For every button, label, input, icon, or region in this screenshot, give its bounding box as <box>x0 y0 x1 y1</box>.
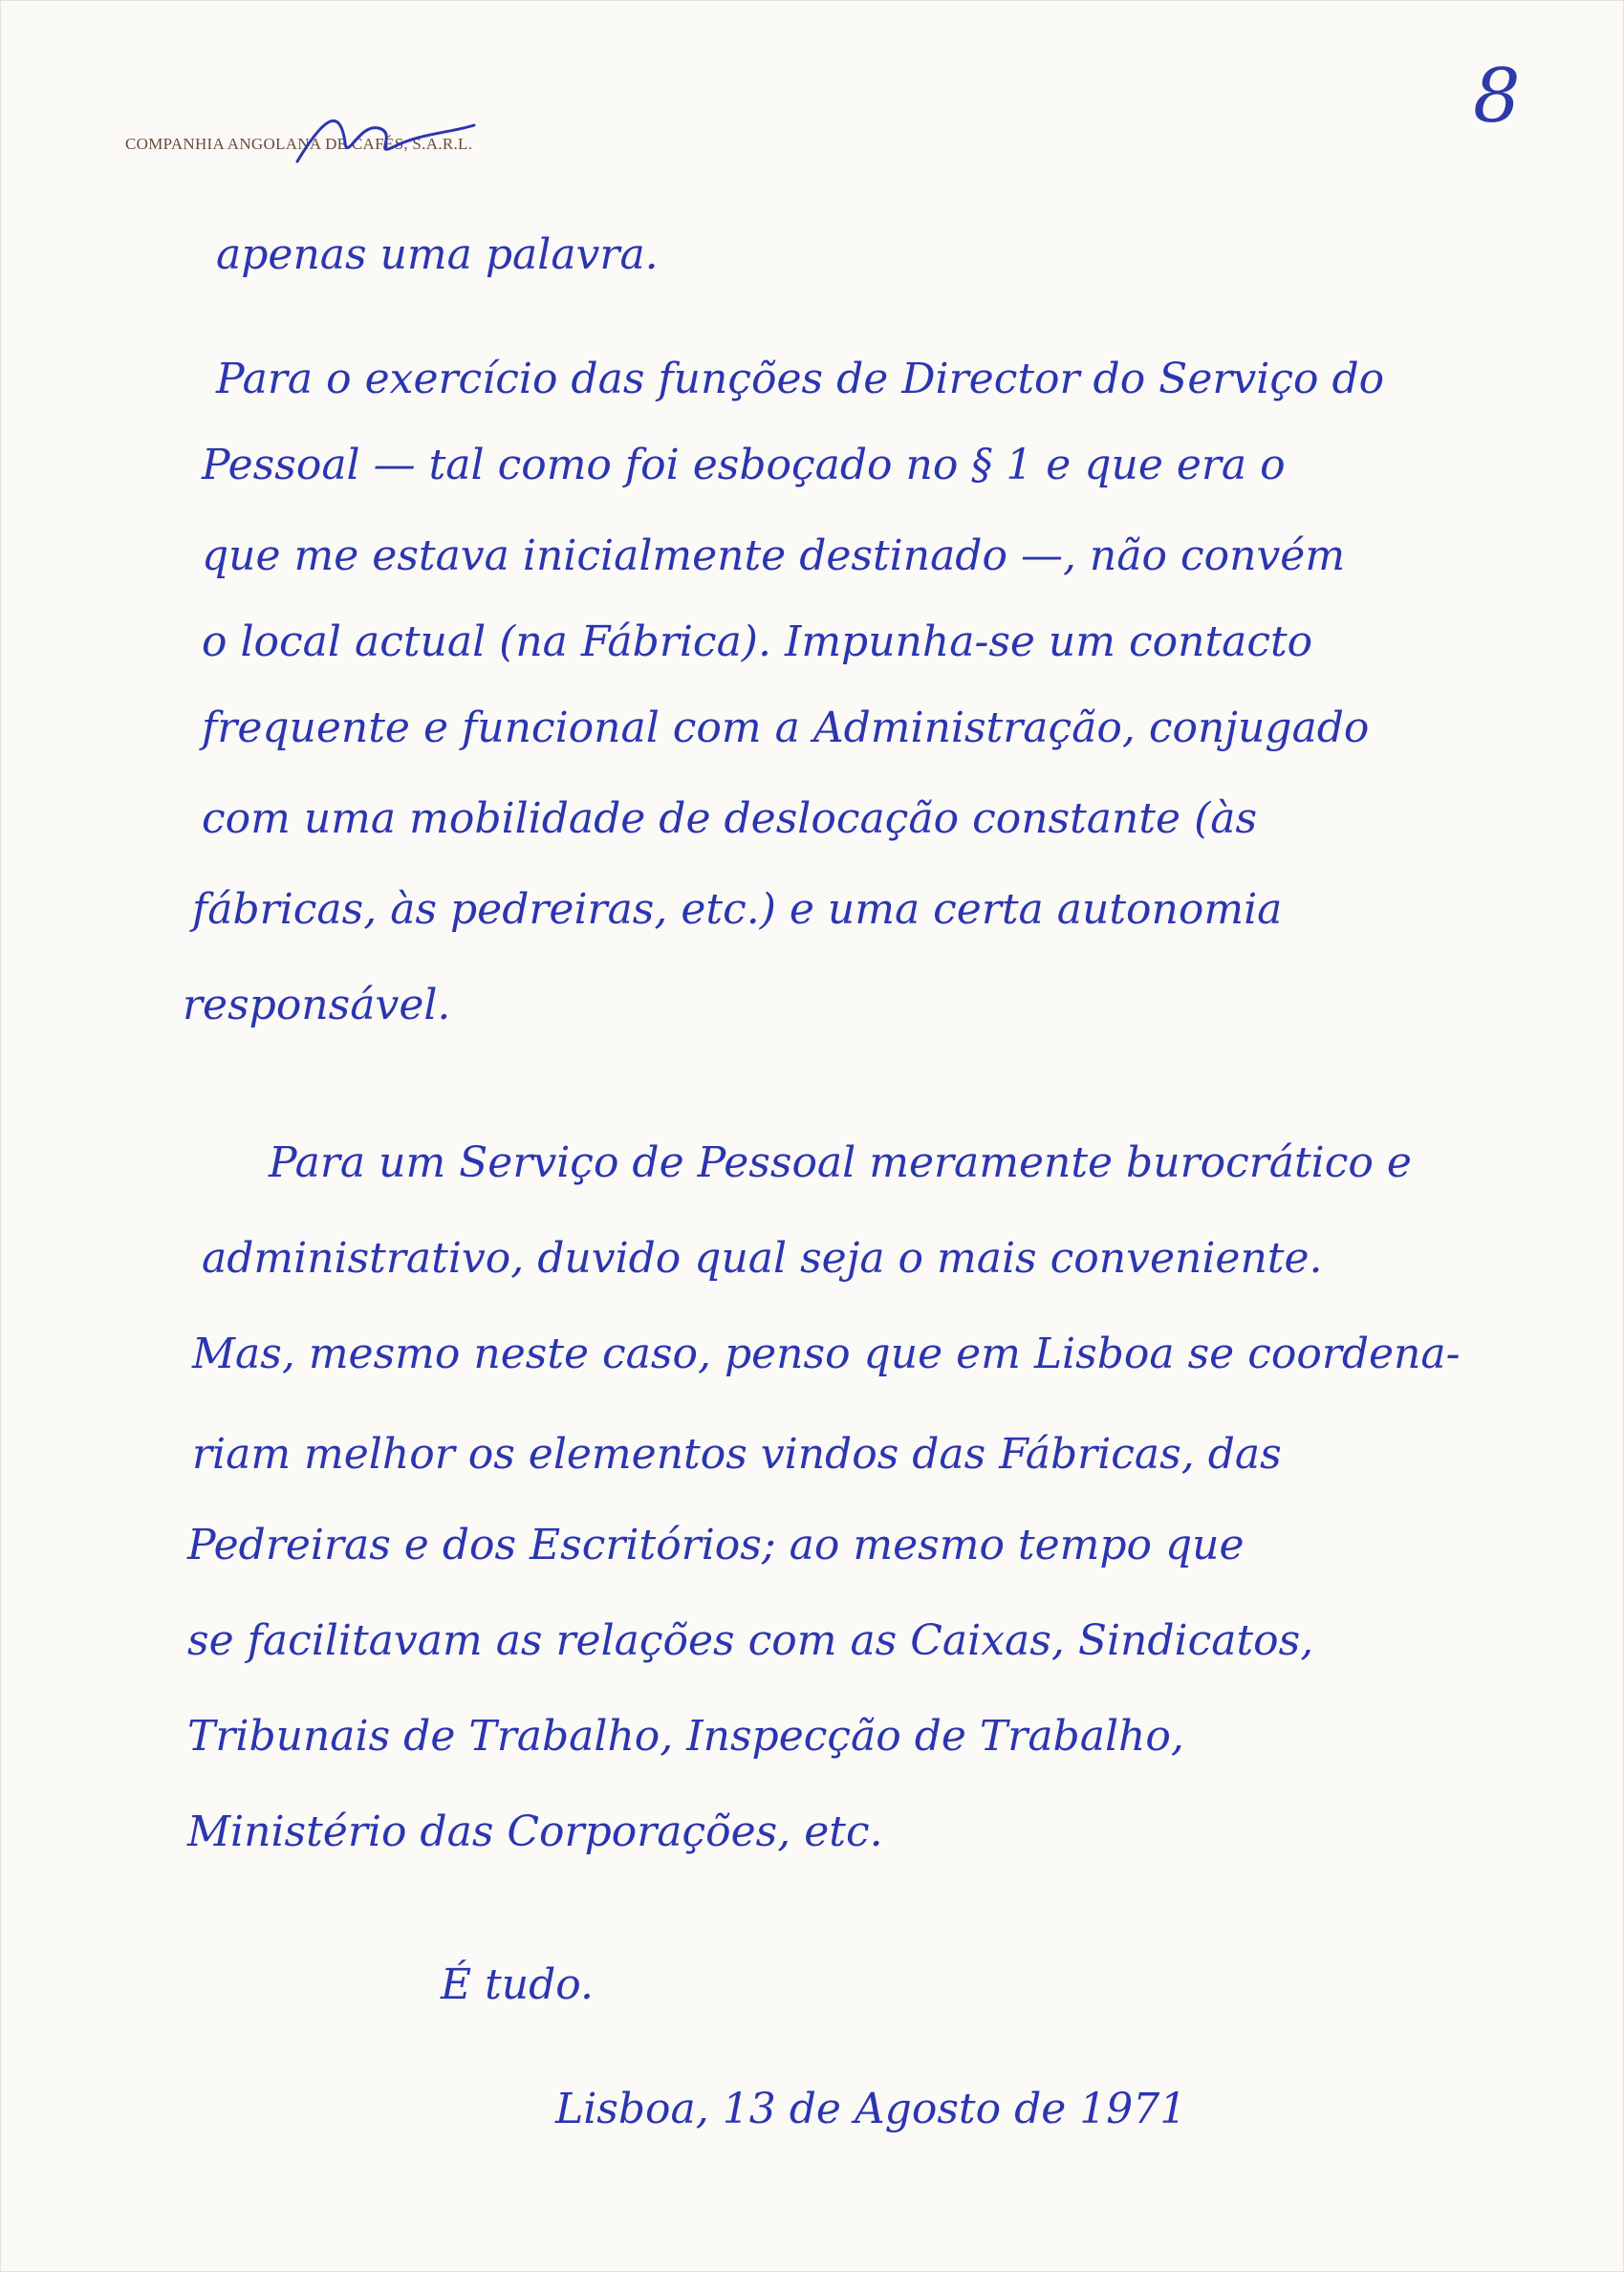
text-line: Tribunais de Trabalho, Inspecção de Trabalho, <box>187 1712 1184 1761</box>
text-line: Para um Serviço de Pessoal meramente burocrático e <box>269 1138 1412 1187</box>
text-line: administrativo, duvido qual seja o mais conveniente. <box>202 1234 1323 1283</box>
text-line: fábricas, às pedreiras, etc.) e uma certa autonomia <box>192 885 1283 934</box>
closing-line: É tudo. <box>441 1960 594 2009</box>
letterhead-company: COMPANHIA ANGOLANA DE CAFÉS, S.A.R.L. <box>125 135 473 153</box>
page-number: 8 <box>1473 54 1521 140</box>
date-line: Lisboa, 13 de Agosto de 1971 <box>555 2085 1187 2133</box>
text-line: Ministério das Corporações, etc. <box>187 1807 883 1856</box>
text-line: Pedreiras e dos Escritórios; ao mesmo tempo que <box>187 1521 1245 1569</box>
text-line: que me estava inicialmente destinado —, não convém <box>202 531 1346 580</box>
text-line: Pessoal — tal como foi esboçado no § 1 e que era o <box>202 441 1286 489</box>
text-line: Mas, mesmo neste caso, penso que em Lisboa se coordena- <box>192 1330 1461 1378</box>
text-line: o local actual (na Fábrica). Impunha-se um contacto <box>202 617 1313 666</box>
text-line: apenas uma palavra. <box>216 230 659 279</box>
text-line: frequente e funcional com a Administração, conjugado <box>202 703 1370 752</box>
text-line: Para o exercício das funções de Director do Serviço do <box>216 355 1385 403</box>
handwritten-initials-signature <box>288 104 479 181</box>
text-line: se facilitavam as relações com as Caixas, Sindicatos, <box>187 1616 1314 1665</box>
text-line: riam melhor os elementos vindos das Fábricas, das <box>192 1430 1282 1479</box>
text-line: com uma mobilidade de deslocação constante (às <box>202 794 1258 843</box>
text-line: responsável. <box>183 981 451 1029</box>
